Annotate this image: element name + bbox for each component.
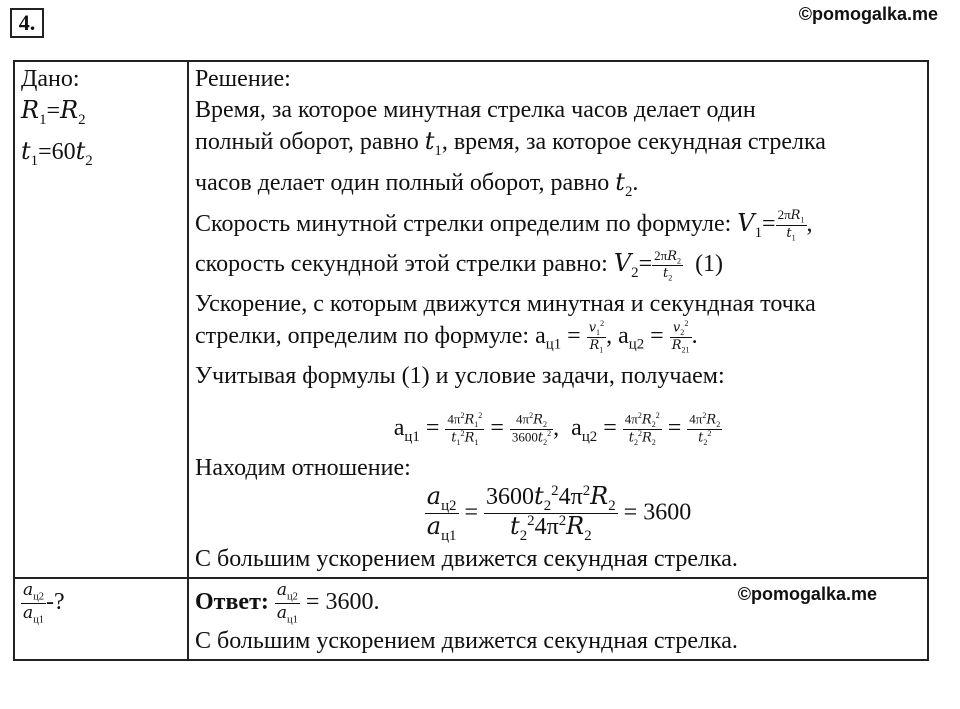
solution-text: Время, за которое минутная стрелка часов делает один [195,97,756,123]
given-heading: Дано: [21,66,80,92]
watermark: ©pomogalka.me [737,583,877,604]
solution-text: Находим отношение: [195,454,411,481]
acceleration-expressions: $a_{ц1}$ = $\frac{4\pi^2R_1^2}{t_1^2R_1}$ = $\frac{4\pi^2R_2}{3600t_2^2}$ , $a_{ц2}$ = $\frac{4\pi^2R_2^2}{t_2^2R_2}$ = $\frac{4\pi^2R_2}{t_2^2}$ [393,410,721,447]
second-speed-formula: скорость секундной этой стрелки равно: $V_2=$ $\frac{2\pi R_2}{t_2}$ (1) [195,247,724,283]
solution-heading: Решение: [195,66,291,92]
given-cell [14,61,188,578]
answer-conclusion: С большим ускорением движется секундная стрелка. [195,627,738,654]
solution-text: часов делает один полный оборот, равно $t_2$. [195,167,639,200]
problem-table [13,60,929,661]
solution-conclusion: С большим ускорением движется секундная стрелка. [195,545,738,572]
solution-text: Ускорение, с которым движутся минутная и секундная точка [195,291,816,318]
problem-number: 4. [10,8,44,38]
answer-line: Ответ: $a_{ц2}$ $a_{ц1}$ = 3600. [195,579,380,626]
answer-cell [188,578,928,660]
solution-text: полный оборот, равно $t_1$, время, за которое секундная стрелка [195,127,826,159]
solution-text: Учитывая формулы (1) и условие задачи, получаем: [195,362,725,389]
minute-speed-formula: Скорость минутной стрелки определим по формуле: $V_1=$ $\frac{2\pi R_1}{t_1}$ , [195,206,813,243]
find-line: $a_{ц2}$ $a_{ц1}$ -? [23,579,65,626]
solution-cell [188,61,928,578]
acceleration-formula: стрелки, определим по формуле: $a_{ц1}$ = $\frac{v_1^2}{R_1}$ , $a_{ц2}$ = $\frac{v_2^2}{R_{21}}$ . [195,319,698,355]
ratio-formula: $a_{ц2}$ $a_{ц1}$ = $\frac{3600t_2^24\pi^2R_2}{t_2^24\pi^2R_2}$ = 3600 [426,481,692,545]
given-line-2: $t_1=60t_2$ [21,136,93,169]
find-cell [14,578,188,660]
given-line-1: $R_1=R_2$ [21,96,86,128]
watermark: ©pomogalka.me [798,4,938,24]
